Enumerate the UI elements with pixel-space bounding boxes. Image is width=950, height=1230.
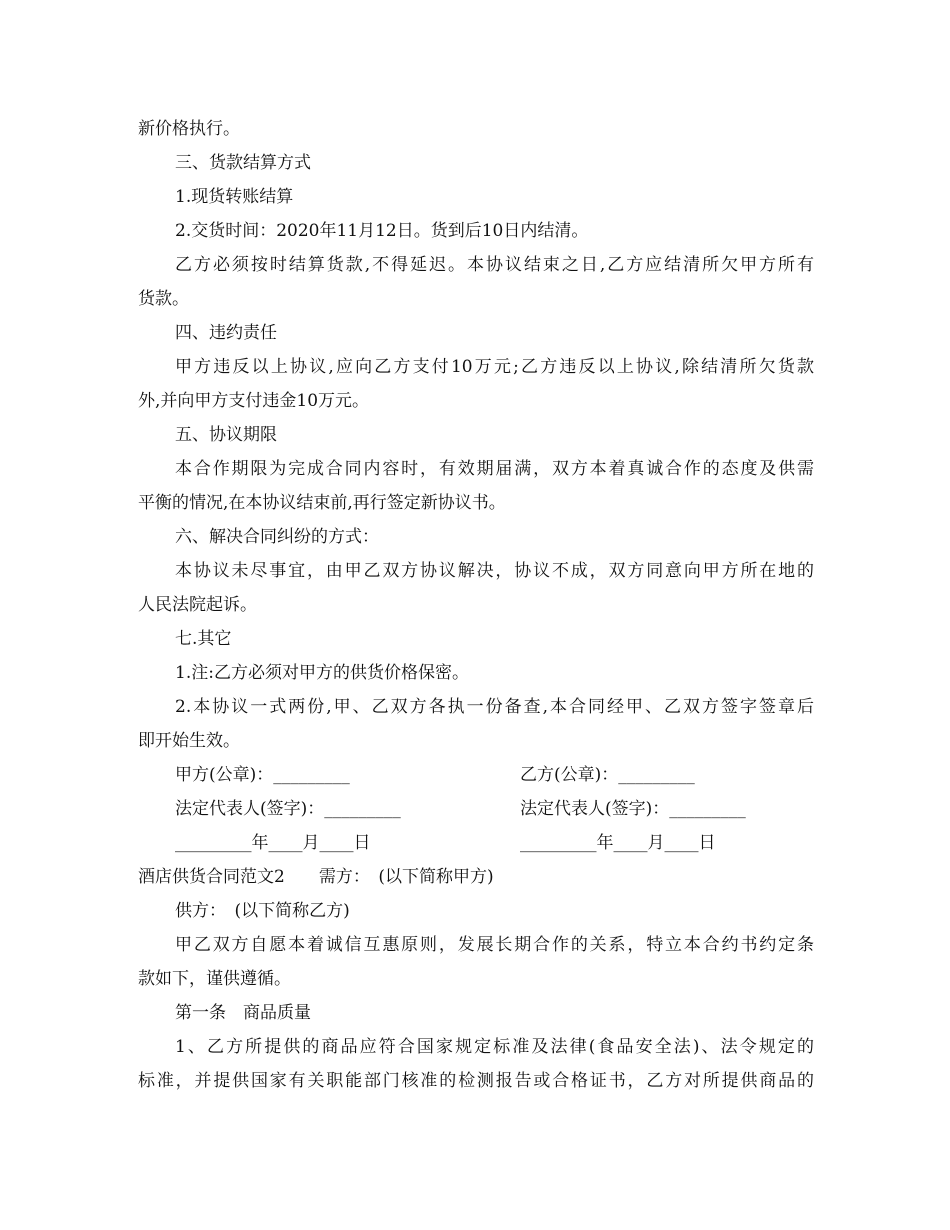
paragraph-line: 甲方违反以上协议,应向乙方支付10万元;乙方违反以上协议,除结清所欠货款 — [175, 357, 814, 377]
signature-row-date — [138, 826, 814, 860]
party-a-date-field: _________年____月____日 — [175, 833, 371, 853]
section-heading-payment: 三、货款结算方式 — [175, 153, 311, 173]
paragraph-line: 款如下，谨供遵循。 — [138, 969, 291, 989]
clause-item: 2.交货时间：2020年11月12日。货到后10日内结清。 — [175, 221, 589, 241]
section-heading-disputes: 六、解决合同纠纷的方式： — [175, 527, 379, 547]
paragraph-line: 人民法院起诉。 — [138, 595, 257, 615]
party-a-seal-field: 甲方(公章)：_________ — [175, 765, 350, 785]
paragraph-line: 甲乙双方自愿本着诚信互惠原则，发展长期合作的关系，特立本合约书约定条 — [175, 935, 814, 955]
paragraph-line: 平衡的情况,在本协议结束前,再行签定新协议书。 — [138, 493, 506, 513]
paragraph-line: 本合作期限为完成合同内容时，有效期届满，双方本着真诚合作的态度及供需 — [175, 459, 814, 479]
section-heading-liability: 四、违约责任 — [175, 323, 277, 343]
paragraph-line: 即开始生效。 — [138, 731, 240, 751]
paragraph-line: 2.本协议一式两份,甲、乙双方各执一份备查,本合同经甲、乙双方签字签章后 — [175, 697, 814, 717]
contract-page — [138, 112, 814, 1098]
paragraph-line: 本协议未尽事宜，由甲乙双方协议解决，协议不成，双方同意向甲方所在地的 — [175, 561, 814, 581]
clause-item: 1.现货转账结算 — [175, 187, 294, 207]
party-a-representative-field: 法定代表人(签字)：_________ — [175, 799, 401, 819]
supplier-line: 供方： (以下简称乙方) — [175, 901, 350, 921]
contract-2-header: 酒店供货合同范文2 需方： (以下简称甲方) — [138, 867, 494, 887]
party-b-seal-field: 乙方(公章)：_________ — [520, 765, 695, 785]
section-heading-other: 七.其它 — [175, 629, 232, 649]
paragraph-line: 1、乙方所提供的商品应符合国家规定标准及法律(食品安全法)、法令规定的 — [175, 1037, 814, 1057]
paragraph-line: 货款。 — [138, 289, 189, 309]
paragraph-line: 外,并向甲方支付违金10万元。 — [138, 391, 370, 411]
paragraph-line: 标准，并提供国家有关职能部门核准的检测报告或合格证书，乙方对所提供商品的 — [138, 1071, 814, 1091]
clause-item: 1.注:乙方必须对甲方的供货价格保密。 — [175, 663, 469, 683]
signature-row-representative — [138, 792, 814, 826]
party-b-representative-field: 法定代表人(签字)：_________ — [520, 799, 746, 819]
party-b-date-field: _________年____月____日 — [520, 833, 716, 853]
paragraph-continuation: 新价格执行。 — [138, 119, 240, 139]
paragraph-line: 乙方必须按时结算货款,不得延迟。本协议结束之日,乙方应结清所欠甲方所有 — [175, 255, 814, 275]
article-heading-quality: 第一条 商品质量 — [175, 1003, 311, 1023]
section-heading-term: 五、协议期限 — [175, 425, 277, 445]
signature-row-seal — [138, 758, 814, 792]
